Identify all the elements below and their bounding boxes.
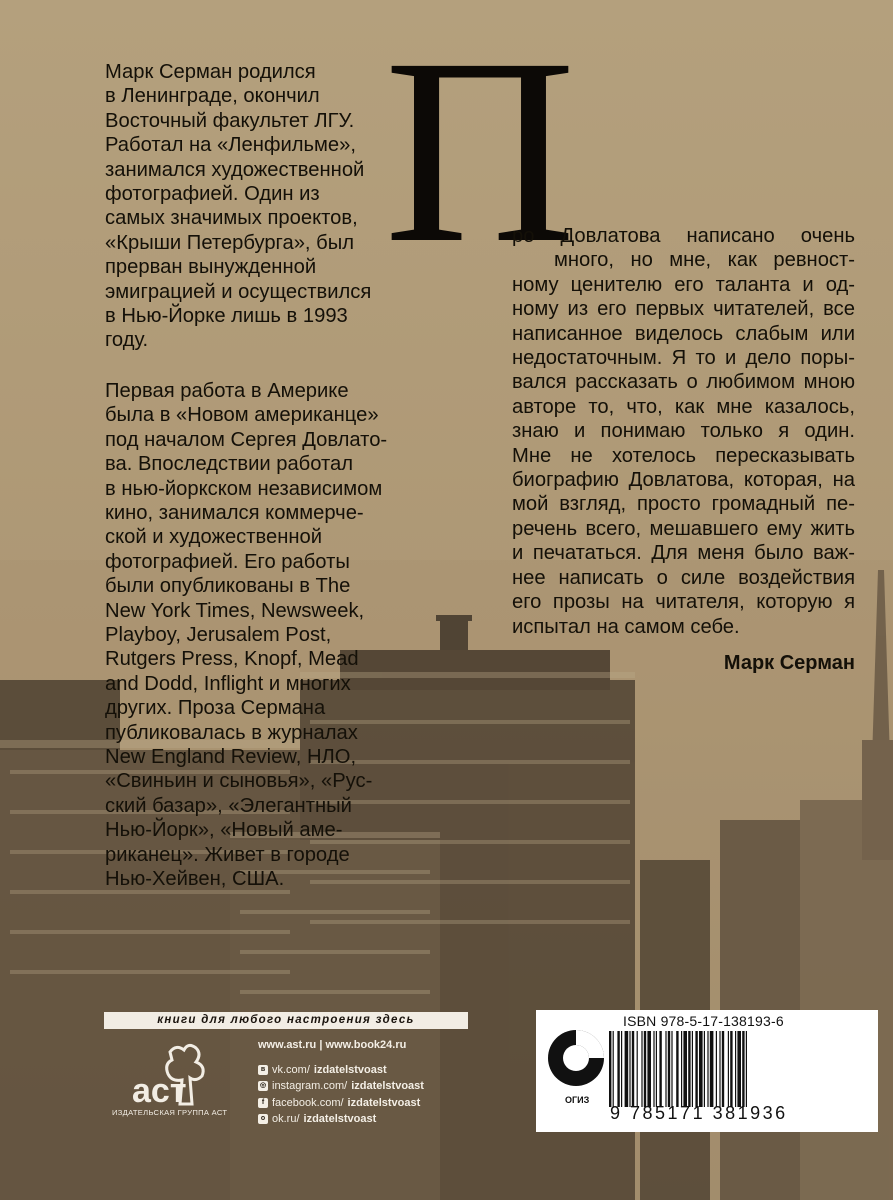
bio-paragraph-1: Марк Серман родился в Ленинграде, окончил Восточный факультет ЛГУ. Работал на «Ленфильме», занимался художественной фотографией. Один из самых значимых проектов, «Крыши Петербурга», был прерван вынужденной эмиграцией и осуществился в Нью-Йорке лишь в 1993 году.: [105, 61, 372, 352]
social-handle: izdatelstvoast: [313, 1064, 387, 1076]
intro-line: речень всего, мешавшего ему жить: [512, 517, 855, 540]
ok-icon: о: [258, 1114, 268, 1124]
svg-text:аст: аст: [132, 1072, 187, 1110]
ogiz-logo-icon: [545, 1026, 607, 1094]
social-prefix: ok.ru/: [272, 1112, 300, 1125]
intro-line: ному из его первых читателей, все: [512, 298, 855, 321]
ogiz-imprint: ОГИЗ: [565, 1095, 590, 1105]
barcode-digits: 9 785171 381936: [610, 1103, 788, 1123]
social-handle: izdatelstvoast: [351, 1080, 424, 1093]
intro-line: ро Довлатова написано очень: [512, 225, 855, 247]
publisher-websites[interactable]: www.ast.ru | www.book24.ru: [258, 1039, 407, 1051]
intro-line: недостаточным. Я то и дело поры-: [512, 347, 855, 370]
intro-line: ному ценителю его таланта и од-: [512, 273, 855, 296]
social-link-facebook[interactable]: [258, 1095, 424, 1111]
intro-line: авторе то, что, как мне казалось,: [512, 395, 855, 418]
social-link-instagram[interactable]: [258, 1078, 424, 1094]
social-handle: izdatelstvoast: [347, 1096, 421, 1109]
logo-caption: ИЗДАТЕЛЬСКАЯ ГРУППА АСТ: [112, 1108, 228, 1117]
barcode: [609, 1031, 871, 1107]
intro-line: нее написать о силе воздействия: [512, 566, 855, 589]
intro-line: биографию Довлатова, которая, на: [512, 469, 855, 492]
intro-line: Мне не хотелось пересказывать: [512, 444, 855, 467]
intro-line: знаю и понимаю только я один.: [512, 420, 855, 443]
intro-line: написанное виделось слабым или: [512, 322, 855, 345]
intro-line: и печататься. Для меня было важ-: [512, 542, 855, 565]
intro-line: вался рассказать о любимом мною: [512, 371, 855, 394]
bio-paragraph-2: Первая работа в Америке была в «Новом американце» под началом Сергея Довлато- ва. Впоследствии работал в нью-йоркском независимом кино, занимался коммерче- ской и художественной фотографией. Его работы были опубликованы в The New York Times, Newsweek, Playboy, Jerusalem Post, Rutgers Press, Knopf, Mead and Dodd, Inflight и многих других. Проза Сермана публиковалась в журналах New England Review, НЛО, «Свиньин и сыновья», «Рус- ский базар», «Элегантный Нью-Йорк», «Новый аме- риканец». Живет в городе Нью-Хейвен, США.: [105, 379, 388, 890]
author-bio: [105, 60, 395, 917]
intro-line: испытал на самом себе.: [512, 615, 740, 638]
instagram-icon: ◎: [258, 1081, 268, 1091]
social-links: [258, 1062, 424, 1127]
social-link-ok[interactable]: [258, 1111, 424, 1127]
social-prefix: facebook.com/: [272, 1096, 344, 1109]
social-link-vk[interactable]: [258, 1062, 424, 1078]
publisher-tagline: книги для любого настроения здесь: [104, 1012, 468, 1029]
author-signature: Марк Серман: [723, 652, 855, 674]
facebook-icon: f: [258, 1098, 268, 1108]
social-handle: izdatelstvoast: [303, 1112, 377, 1125]
social-prefix: vk.com/: [272, 1064, 310, 1076]
intro-line: его прозы на читателя, которую я: [512, 591, 855, 614]
social-prefix: instagram.com/: [272, 1080, 348, 1093]
vk-icon: в: [258, 1065, 268, 1075]
intro-text: [512, 224, 855, 639]
intro-line: мой взгляд, просто громадный пе-: [512, 493, 855, 516]
isbn-number: ISBN 978-5-17-138193-6: [623, 1013, 784, 1029]
intro-line: много, но мне, как ревност-: [554, 249, 855, 272]
drop-cap: П: [384, 3, 577, 298]
